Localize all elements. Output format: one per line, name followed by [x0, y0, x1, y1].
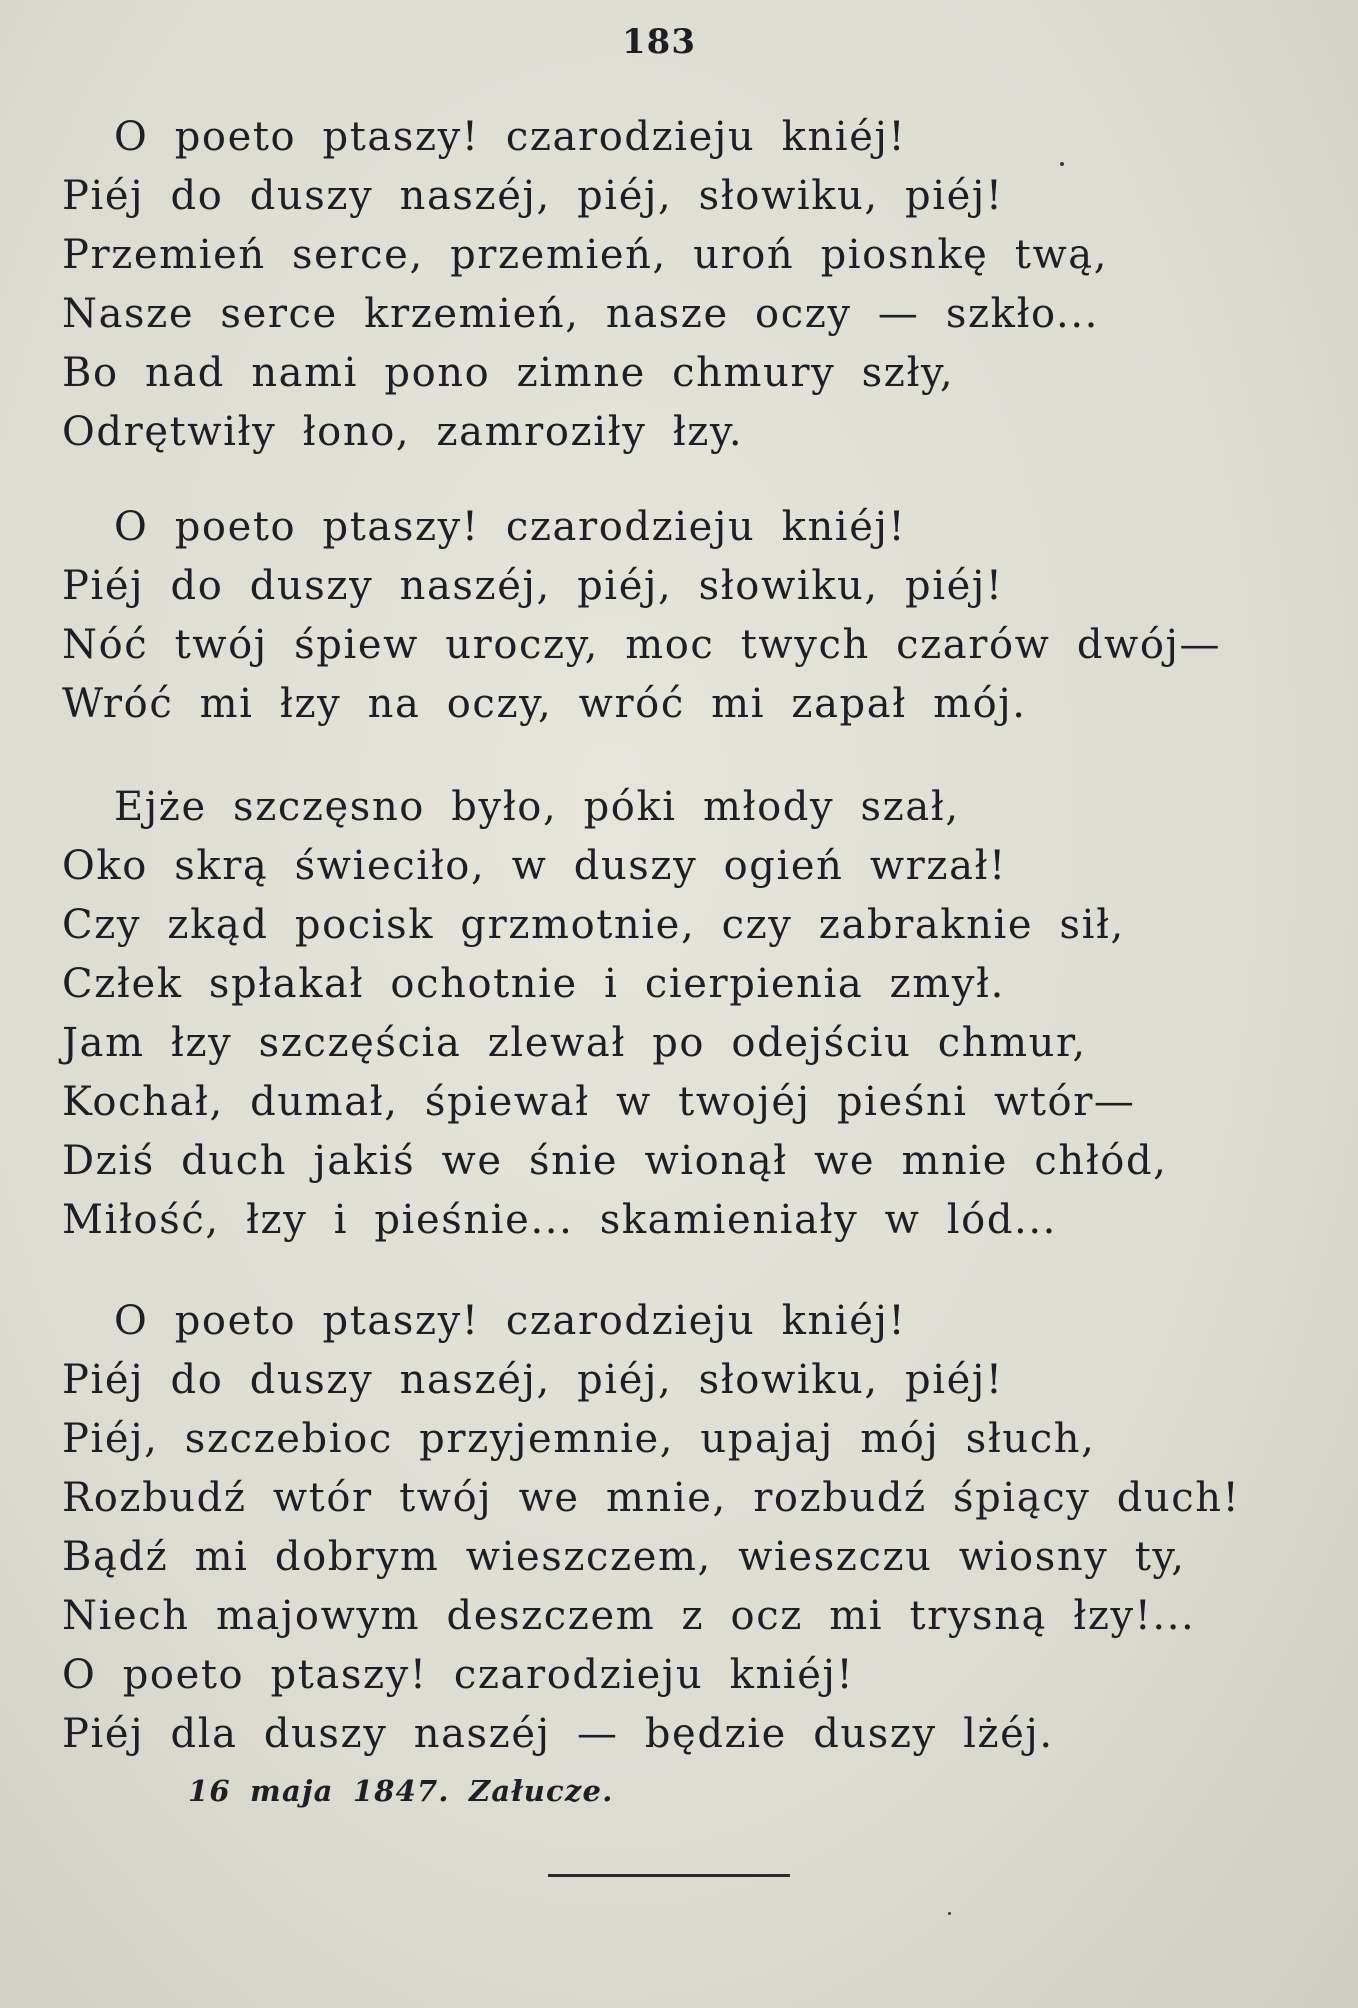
stanza — [62, 1292, 1240, 1764]
verse-line: Miłość, łzy i pieśnie... skamieniały w lód... — [62, 1197, 1057, 1243]
verse-line: Nóć twój śpiew uroczy, moc twych czarów dwój— — [62, 622, 1222, 668]
stanza — [62, 778, 1167, 1250]
paper-speck — [948, 1912, 951, 1915]
verse-line: Kochał, dumał, śpiewał w twojéj pieśni wtór— — [62, 1079, 1136, 1125]
verse-line: Dziś duch jakiś we śnie wionął we mnie chłód, — [62, 1138, 1168, 1184]
verse-line: Przemień serce, przemień, uroń piosnkę twą, — [62, 232, 1109, 278]
verse-line: O poeto ptaszy! czarodzieju kniéj! — [114, 1298, 907, 1344]
verse-line: Piéj dla duszy naszéj — będzie duszy lżéj. — [62, 1711, 1054, 1757]
verse-line: Odrętwiły łono, zamroziły łzy. — [62, 409, 744, 455]
verse-line: Człek spłakał ochotnie i cierpienia zmył. — [62, 961, 1005, 1007]
verse-line: O poeto ptaszy! czarodzieju kniéj! — [62, 1652, 855, 1698]
verse-line: Czy zkąd pocisk grzmotnie, czy zabraknie sił, — [62, 902, 1125, 948]
verse-line: Bądź mi dobrym wieszczem, wieszczu wiosny ty, — [62, 1534, 1186, 1580]
verse-line: Nasze serce krzemień, nasze oczy — szkło... — [62, 291, 1099, 337]
stanza — [62, 498, 1221, 734]
verse-line: Piéj do duszy naszéj, piéj, słowiku, piéj! — [62, 563, 1004, 609]
verse-line: Piéj, szczebioc przyjemnie, upajaj mój słuch, — [62, 1416, 1096, 1462]
verse-line: Ejże szczęsno było, póki młody szał, — [114, 784, 960, 830]
verse-line: Jam łzy szczęścia zlewał po odejściu chmur, — [62, 1020, 1087, 1066]
verse-line: Piéj do duszy naszéj, piéj, słowiku, piéj! — [62, 1357, 1004, 1403]
verse-line: O poeto ptaszy! czarodzieju kniéj! — [114, 504, 907, 550]
verse-line: Oko skrą świeciło, w duszy ogień wrzał! — [62, 843, 1007, 889]
page-number: 183 — [622, 22, 696, 62]
paper-speck — [1060, 162, 1064, 166]
verse-line: Bo nad nami pono zimne chmury szły, — [62, 350, 955, 396]
dateline: 16 maja 1847. Załucze. — [188, 1774, 614, 1808]
end-rule — [548, 1874, 790, 1877]
stanza — [62, 108, 1108, 462]
verse-line: Niech majowym deszczem z ocz mi trysną łzy!... — [62, 1593, 1196, 1639]
verse-line: Wróć mi łzy na oczy, wróć mi zapał mój. — [62, 681, 1027, 727]
verse-line: Rozbudź wtór twój we mnie, rozbudź śpiący duch! — [62, 1475, 1241, 1521]
verse-line: O poeto ptaszy! czarodzieju kniéj! — [114, 114, 907, 160]
verse-line: Piéj do duszy naszéj, piéj, słowiku, piéj! — [62, 173, 1004, 219]
